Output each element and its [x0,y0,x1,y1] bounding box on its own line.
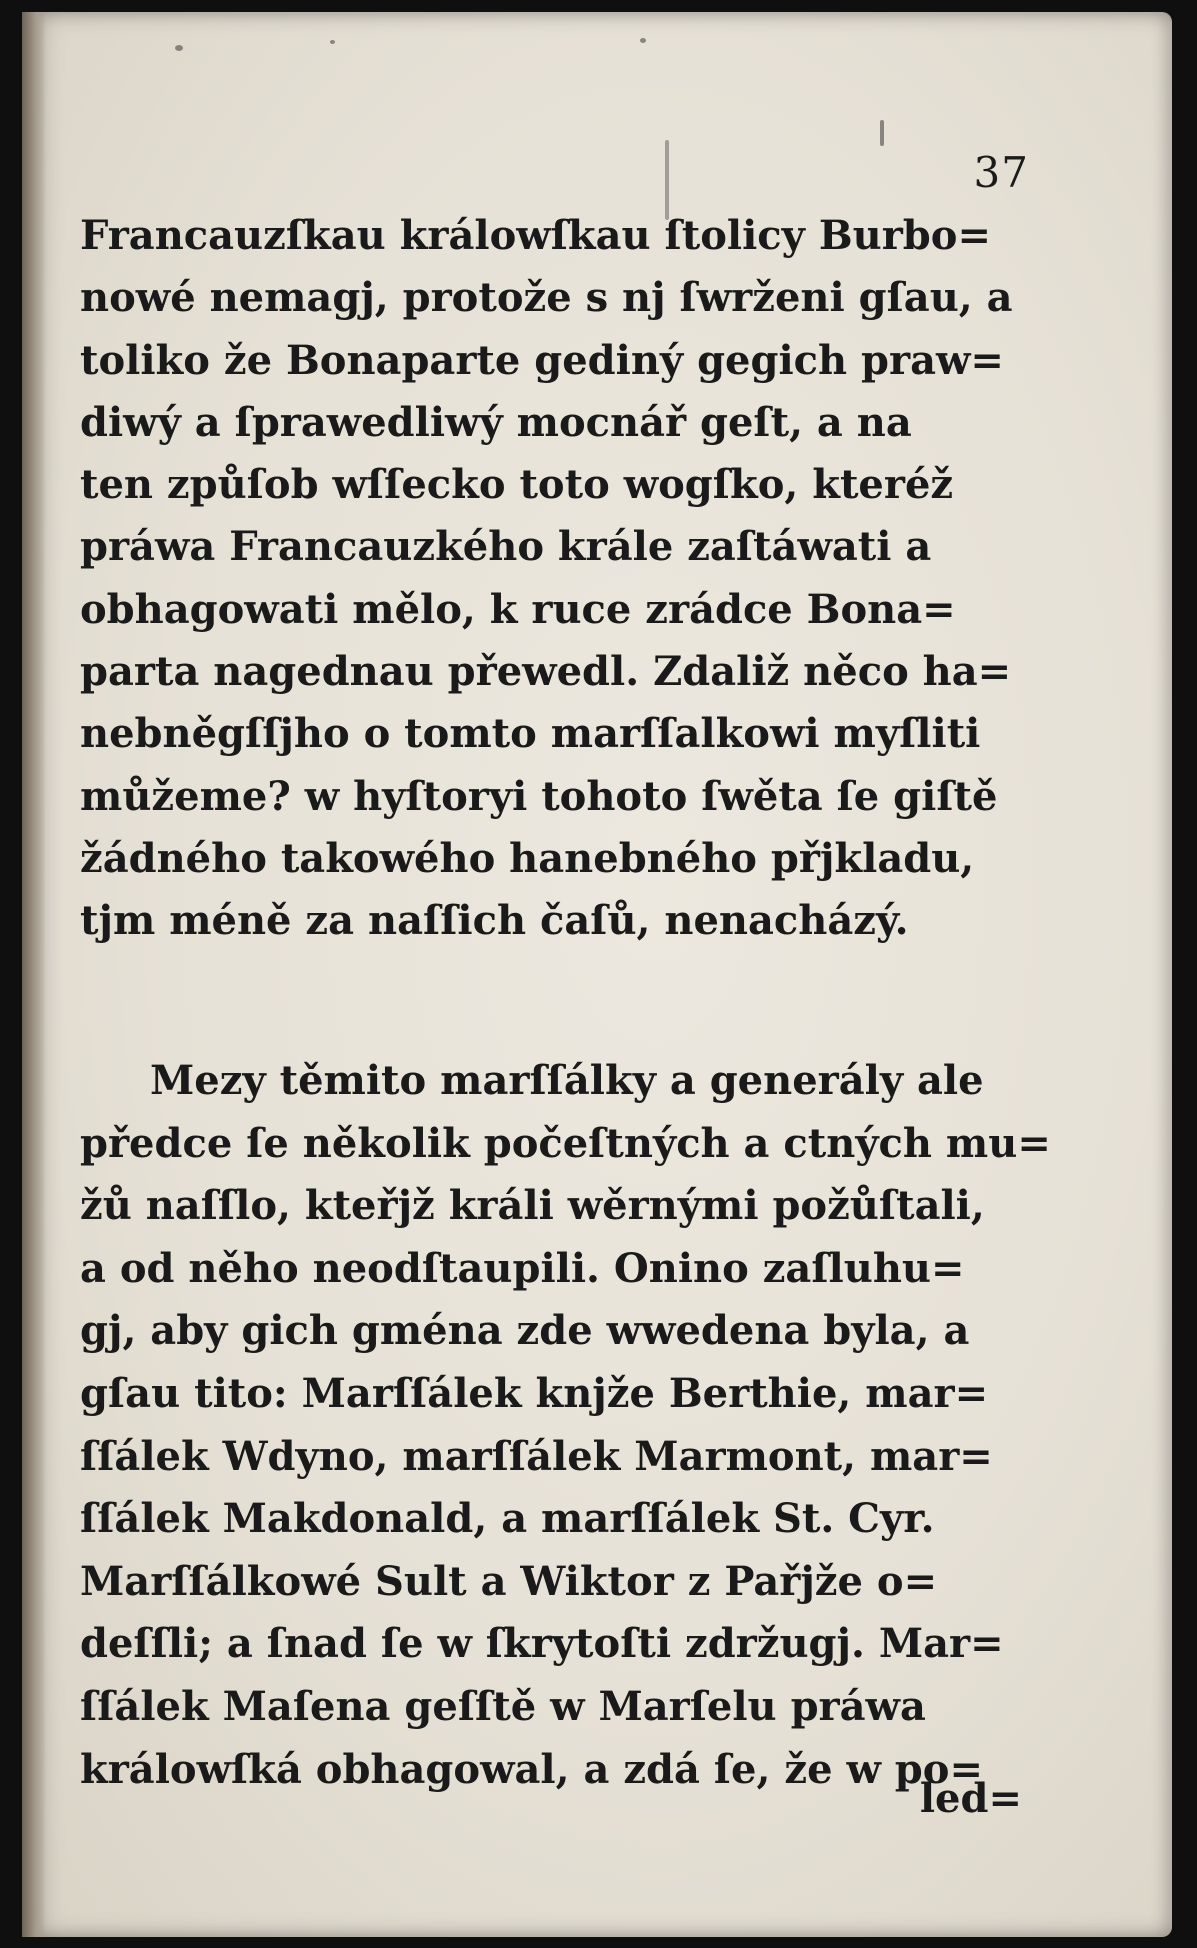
ink-speck [330,40,335,44]
text-line: předce ſe několik počeſtných a ctných mu= [80,1119,1051,1167]
paragraph-2 [80,1050,1060,1801]
text-line: ſſálek Wdyno, marſſálek Marmont, mar= [80,1432,993,1480]
ink-speck [880,120,884,146]
text-line: gj, aby gich gména zde wwedena byla, a [80,1307,970,1355]
text-line: deſſli; a ſnad ſe w ſkrytoſti zdržugj. Mar= [80,1620,1004,1668]
text-line: ten způſob wſſecko toto wogſko, kteréž [80,461,954,509]
text-line: ſſálek Makdonald, a marſſálek St. Cyr. [80,1495,935,1543]
text-line: nebněgſſjho o tomto marſſalkowi myſliti [80,710,981,758]
text-line: žů naſſlo, kteřjž králi wěrnými požůſtali, [80,1182,985,1230]
book-spine-shadow [22,12,46,1937]
text-line: ſſálek Maſena geſſtě w Marſelu práwa [80,1682,926,1730]
text-line: gſau tito: Marſſálek knjže Berthie, mar= [80,1369,989,1417]
text-line: diwý a ſprawedliwý mocnář geſt, a na [80,398,912,446]
text-line: a od něho neodſtaupili. Onino zaſluhu= [80,1244,965,1292]
page-number: 37 [973,148,1029,197]
text-line: můžeme? w hyſtoryi tohoto ſwěta ſe giſtě [80,772,998,820]
paragraph-1 [80,205,1060,953]
text-line: obhagowati mělo, k ruce zrádce Bona= [80,585,956,633]
text-line: parta nagednau přewedl. Zdaliž něco ha= [80,648,1012,696]
catchword: led= [919,1775,1022,1822]
text-line: toliko že Bonaparte gediný gegich praw= [80,336,1004,384]
text-line: Francauzſkau králowſkau ſtolicy Burbo= [80,212,991,259]
text-line: žádného takowého hanebného přjkladu, [80,834,975,882]
text-line: práwa Francauzkého krále zaſtáwati a [80,523,932,571]
text-line: Mezy těmito marſſálky a generály ale [150,1057,984,1104]
ink-speck [640,38,646,43]
text-line: tjm méně za naſſich čaſů, nenacházý. [80,897,909,945]
text-line: králowſká obhagowal, a zdá ſe, že w po= [80,1745,983,1793]
text-line: Marſſálkowé Sult a Wiktor z Pařjže o= [80,1557,938,1605]
ink-speck [175,45,183,51]
text-line: nowé nemagj, protože s nj ſwrženi gſau, a [80,274,1013,322]
